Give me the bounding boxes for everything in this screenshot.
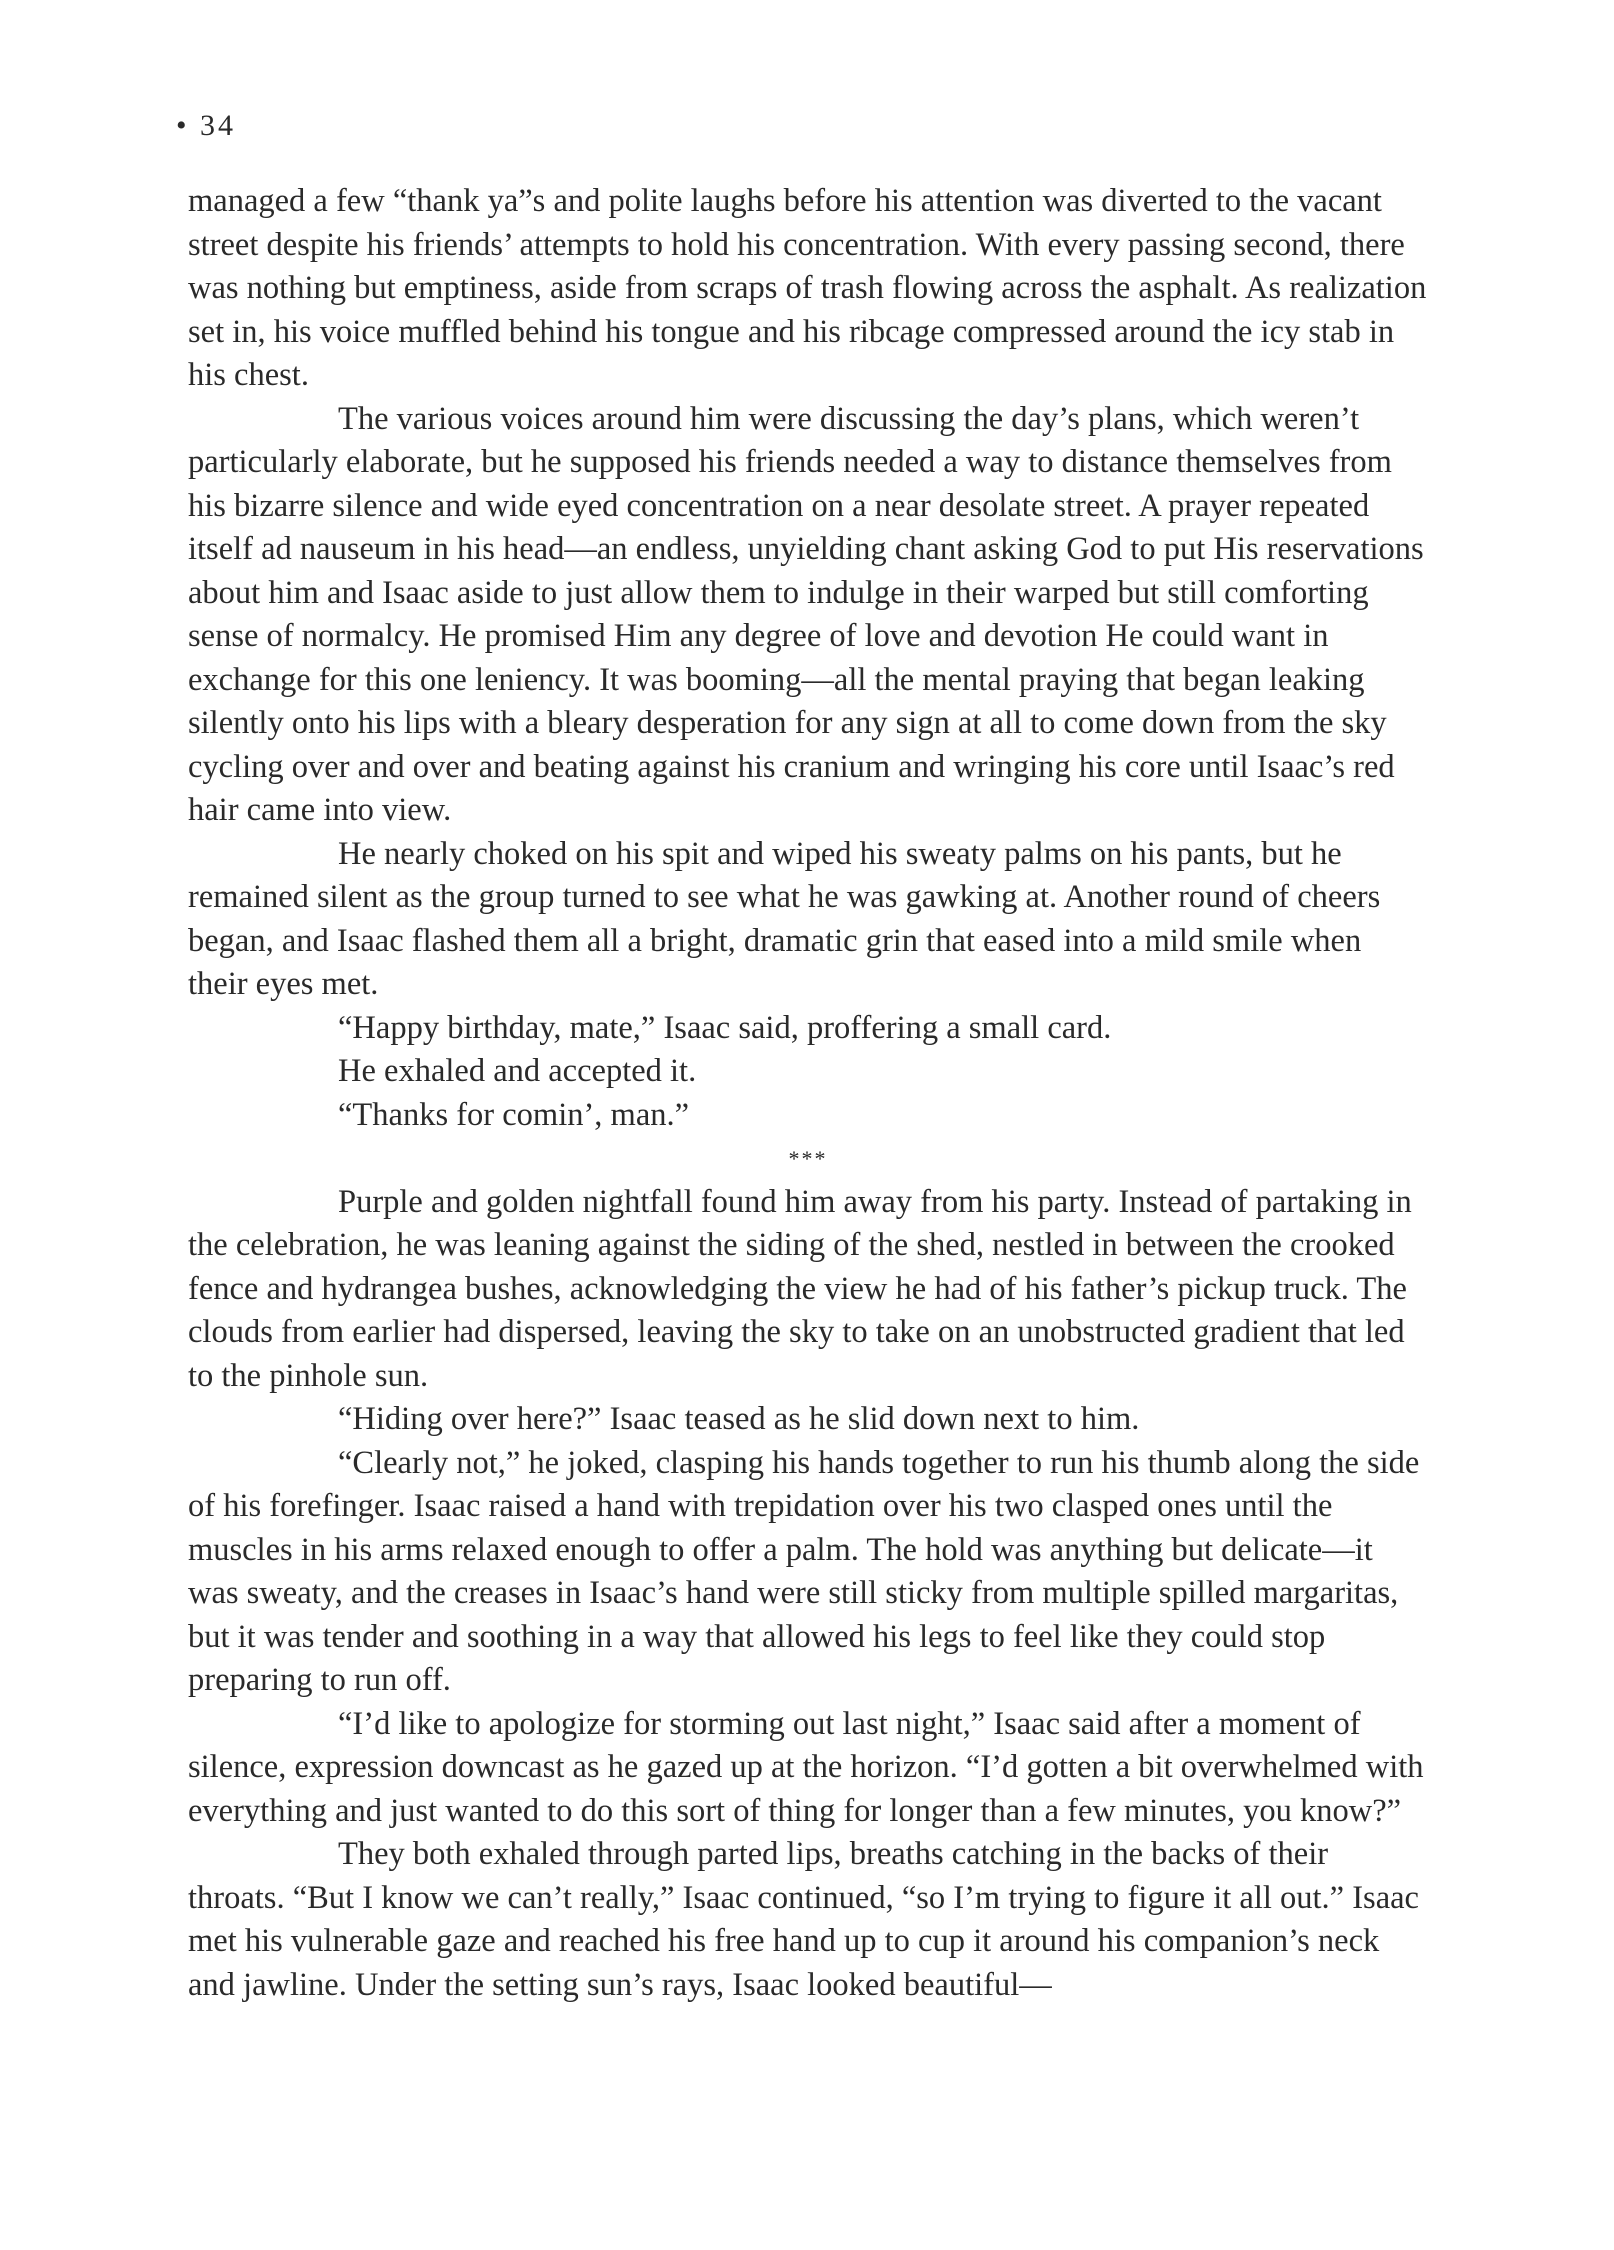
dialogue-line: “Hiding over here?” Isaac teased as he slid down next to him. [338,1401,1140,1437]
scene-break: *** [788,1146,828,1171]
dialogue-line: “Happy birthday, mate,” Isaac said, proffering a small card. [338,1009,1112,1046]
paragraph: He nearly choked on his spit and wiped his sweaty palms on his pants, but he remained silent as the group turned to see what he was gawking at. Another round of cheers began, and Isaac flashed them all a bright, dramatic grin that eased into a mild smile when their eyes met. [188,835,1381,1002]
body-text [188,180,1428,2007]
page-number: • 34 [176,109,237,142]
paragraph: Purple and golden nightfall found him away from his party. Instead of partaking in the celebration, he was leaning against the siding of the shed, nestled in between the crooked fence and hydrangea bushes, acknowledging the view he had of his father’s pickup truck. The clouds from earlier had dispersed, leaving the sky to take on an unobstructed gradient that led to the pinhole sun. [188,1183,1412,1394]
paragraph: They both exhaled through parted lips, breaths catching in the backs of their throats. “But I know we can’t really,” Isaac continued, “so I’m trying to figure it all out.” Isaac met his vulnerable gaze and reached his free hand up to cup it around his companion’s neck and jawline. Under the setting sun’s rays, Isaac looked beautiful— [188,1836,1419,2003]
paragraph: The various voices around him were discussing the day’s plans, which weren’t particularly elaborate, but he supposed his friends needed a way to distance themselves from his bizarre silence and wide eyed concentration on a near desolate street. A prayer repeated itself ad nauseum in his head—an endless, unyielding chant asking God to put His reservations about him and Isaac aside to just allow them to indulge in their warped but still comforting sense of normalcy. He promised Him any degree of love and devotion He could want in exchange for this one leniency. It was booming—all the mental praying that began leaking silently onto his lips with a bleary desperation for any sign at all to come down from the sky cycling over and over and beating against his cranium and wringing his core until Isaac’s red hair came into view. [188,400,1424,828]
dialogue-line: “Thanks for comin’, man.” [338,1096,690,1133]
dialogue-line: He exhaled and accepted it. [338,1053,697,1089]
paragraph: “Clearly not,” he joked, clasping his hands together to run his thumb along the side of his forefinger. Isaac raised a hand with trepidation over his two clasped ones until the muscles in his arms relaxed enough to offer a palm. The hold was anything but delicate—it was sweaty, and the creases in Isaac’s hand were still sticky from multiple spilled margaritas, but it was tender and soothing in a way that allowed his legs to feel like they could stop preparing to run off. [188,1444,1420,1698]
paragraph: “I’d like to apologize for storming out last night,” Isaac said after a moment of silence, expression downcast as he gazed up at the horizon. “I’d gotten a bit overwhelmed with everything and just wanted to do this sort of thing for longer than a few minutes, you know?” [188,1705,1424,1829]
paragraph-continued: managed a few “thank ya”s and polite laughs before his attention was diverted to the vacant street despite his friends’ attempts to hold his concentration. With every passing second, there was nothing but emptiness, aside from scraps of trash flowing across the asphalt. As realization set in, his voice muffled behind his tongue and his ribcage compressed around the icy stab in his chest. [188,183,1427,393]
